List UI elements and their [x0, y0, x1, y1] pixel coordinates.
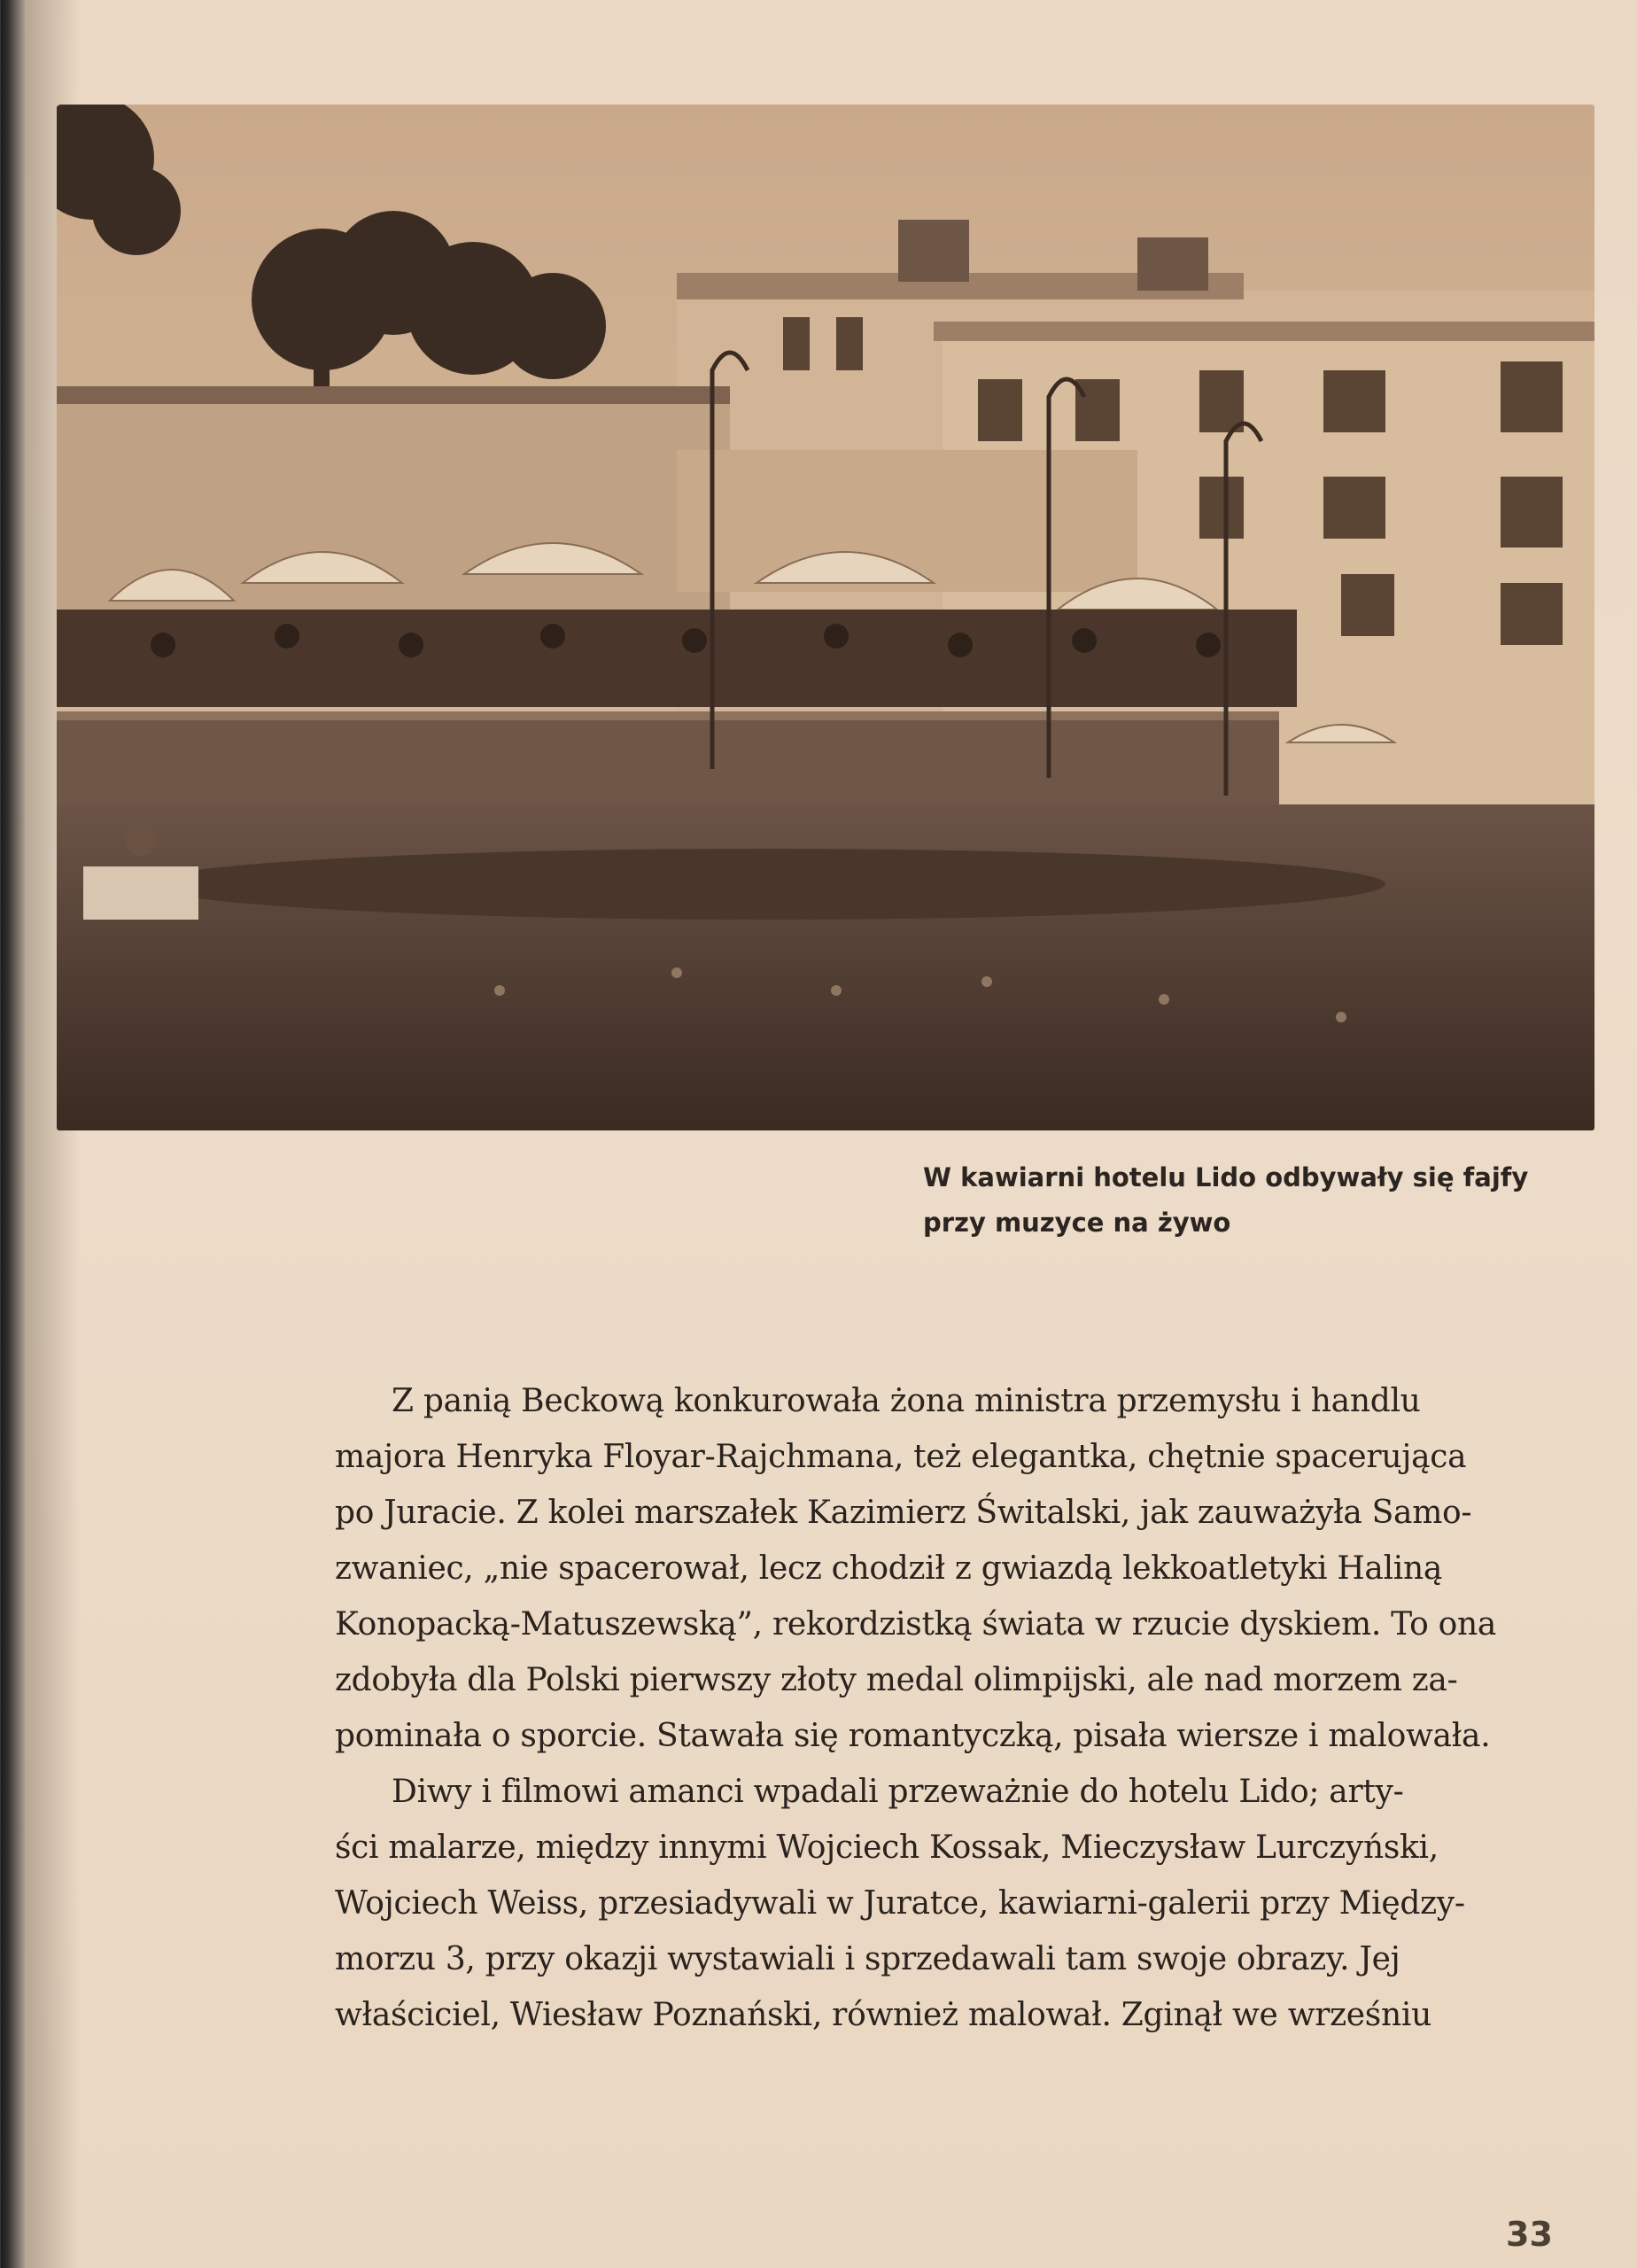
book-page	[25, 0, 1637, 2268]
photo-illustration	[57, 105, 1594, 1130]
caption-line-2: przy muzyce na żywo	[923, 1208, 1231, 1238]
page-number: 33	[1506, 2215, 1553, 2254]
archival-photo	[57, 105, 1594, 1130]
paragraph-2-line: właściciel, Wiesław Poznański, również malował. Zginął we wrześniu	[335, 1997, 1431, 2033]
photo-caption	[923, 1155, 1561, 1246]
body-text	[335, 1373, 1497, 2043]
caption-line-1: W kawiarni hotelu Lido odbywały się fajfy	[923, 1162, 1529, 1192]
paragraph-2-line: ści malarze, między innymi Wojciech Kossak, Mieczysław Lurczyński,	[335, 1829, 1439, 1866]
paragraph-1-line: zwaniec, „nie spacerował, lecz chodził z gwiazdą lekkoatletyki Haliną	[335, 1550, 1443, 1587]
paragraph-1-line: pominała o sporcie. Stawała się romantyczką, pisała wiersze i malowała.	[335, 1718, 1491, 1754]
paragraph-1-line: majora Henryka Floyar-Rajchmana, też elegantka, chętnie spacerująca	[335, 1439, 1467, 1475]
paragraph-1-line: Z panią Beckową konkurowała żona ministra przemysłu i handlu	[392, 1383, 1421, 1419]
paragraph-1-line: Konopacką-Matuszewską”, rekordzistką świata w rzucie dyskiem. To ona	[335, 1606, 1497, 1643]
paragraph-1-line: po Juracie. Z kolei marszałek Kazimierz Świtalski, jak zauważyła Samo-	[335, 1495, 1472, 1531]
paragraph-2-line: Wojciech Weiss, przesiadywali w Juratce, kawiarni-galerii przy Między-	[335, 1885, 1465, 1922]
paragraph-2-line: morzu 3, przy okazji wystawiali i sprzedawali tam swoje obrazy. Jej	[335, 1941, 1400, 1977]
paragraph-2-line: Diwy i filmowi amanci wpadali przeważnie do hotelu Lido; arty-	[392, 1774, 1404, 1810]
paragraph-1-line: zdobyła dla Polski pierwszy złoty medal olimpijski, ale nad morzem za-	[335, 1662, 1458, 1698]
